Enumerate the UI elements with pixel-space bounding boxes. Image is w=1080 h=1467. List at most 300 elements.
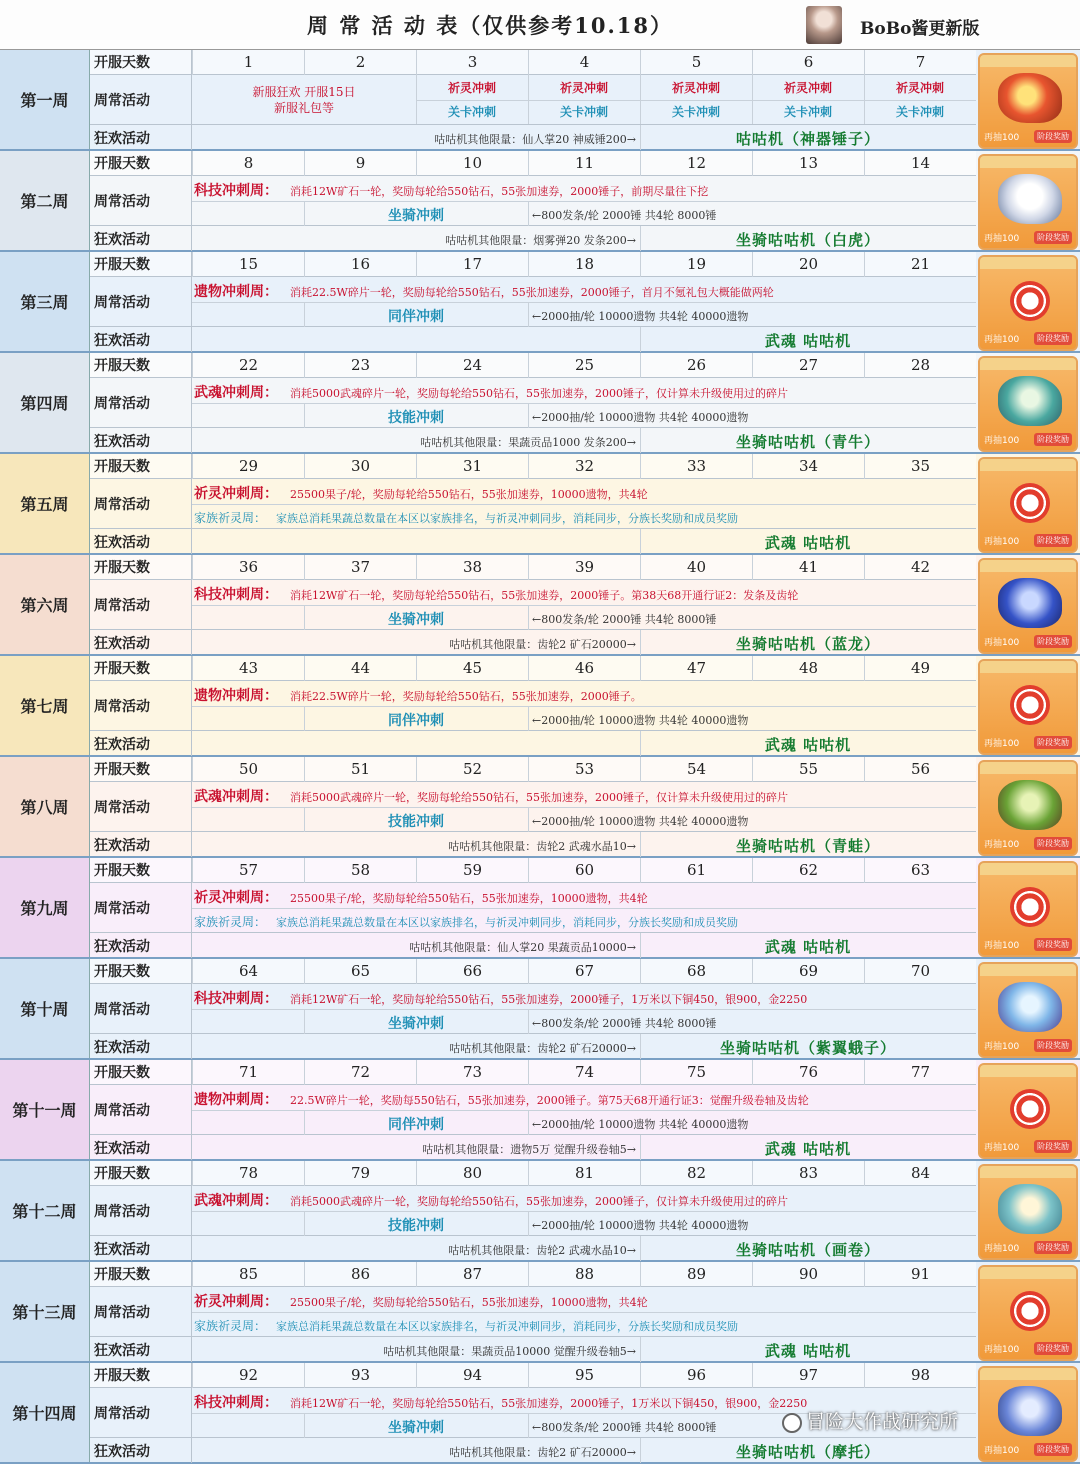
row-label-days: 开服天数 xyxy=(90,555,192,579)
row-label-carnival: 狂欢活动 xyxy=(90,226,192,251)
weekly-headline-desc: 25500果子/轮，奖励每轮给550钻石，55张加速券，10000遗物，共4轮 xyxy=(290,892,648,905)
row-label-weekly: 周常活动 xyxy=(90,782,192,831)
row-label-weekly: 周常活动 xyxy=(90,681,192,730)
weekly-activity-row xyxy=(90,782,976,832)
carnival-main: 坐骑咕咕机（青蛙） xyxy=(735,837,880,855)
day-number: 29 xyxy=(192,454,304,479)
card-header-strip xyxy=(980,257,1076,269)
week-block xyxy=(0,454,1080,555)
carnival-main: 坐骑咕咕机（紫翼蛾子） xyxy=(719,1039,896,1057)
card-header-strip xyxy=(980,1368,1076,1380)
reward-card xyxy=(978,457,1078,553)
day-number: 41 xyxy=(752,555,864,580)
day-number: 21 xyxy=(864,252,976,277)
card-badge: 再抽100 xyxy=(984,436,1020,446)
week-block xyxy=(0,656,1080,757)
carnival-row xyxy=(90,1236,976,1261)
week-label: 第七周 xyxy=(0,656,90,755)
carnival-note: 咕咕机其他限量：遗物5万 觉醒升级卷轴5→ xyxy=(422,1143,636,1156)
row-label-weekly: 周常活动 xyxy=(90,984,192,1033)
carnival-row xyxy=(90,529,976,554)
carnival-row xyxy=(90,1034,976,1059)
day-number: 45 xyxy=(416,656,528,681)
sub-sprint-label: 坐骑冲刺 xyxy=(388,1016,444,1032)
cell-divider xyxy=(192,807,976,808)
day-number: 64 xyxy=(192,959,304,984)
day-number: 12 xyxy=(640,151,752,176)
day-number: 79 xyxy=(304,1161,416,1186)
week-block xyxy=(0,353,1080,454)
reward-card xyxy=(978,1366,1078,1462)
week-label: 第十二周 xyxy=(0,1161,90,1260)
row-label-weekly: 周常活动 xyxy=(90,1186,192,1235)
week-block xyxy=(0,151,1080,252)
pray-sprint-label: 祈灵冲刺 xyxy=(559,81,608,95)
row-label-weekly: 周常活动 xyxy=(90,883,192,932)
weekly-headline: 武魂冲刺周： xyxy=(194,1193,278,1209)
carnival-note: 咕咕机其他限量：齿轮2 武魂水晶10→ xyxy=(448,1244,636,1257)
weekly-headline: 科技冲刺周： xyxy=(194,587,278,603)
days-row xyxy=(90,151,976,176)
carnival-row xyxy=(90,1337,976,1362)
day-number: 88 xyxy=(528,1262,640,1287)
day-number: 76 xyxy=(752,1060,864,1085)
day-number: 14 xyxy=(864,151,976,176)
card-bonus-tag: 阶段奖励 xyxy=(1034,130,1072,143)
day-number: 9 xyxy=(304,151,416,176)
mount-reward-icon xyxy=(998,1184,1062,1234)
sub-sprint-note: ←800发条/轮 2000锤 共4轮 8000锤 xyxy=(532,1017,717,1030)
day-number: 62 xyxy=(752,858,864,883)
week-label: 第十周 xyxy=(0,959,90,1058)
card-badge: 再抽100 xyxy=(984,739,1020,749)
day-number: 60 xyxy=(528,858,640,883)
weekly-activity-row xyxy=(90,277,976,327)
family-event-desc: 家族总消耗果蔬总数量在本区以家族排名，与祈灵冲刺同步，消耗同步，分族长奖励和成员奖励 xyxy=(276,916,738,929)
carnival-main: 武魂 咕咕机 xyxy=(764,534,852,552)
row-label-days: 开服天数 xyxy=(90,151,192,175)
sub-sprint-note: ←2000抽/轮 10000遗物 共4轮 40000遗物 xyxy=(532,310,749,323)
carnival-row xyxy=(90,428,976,453)
weekly-activity-row xyxy=(90,681,976,731)
day-number: 93 xyxy=(304,1363,416,1388)
day-number: 94 xyxy=(416,1363,528,1388)
column-divider xyxy=(528,302,529,327)
weekly-headline: 遗物冲刺周： xyxy=(194,284,278,300)
cell-divider xyxy=(192,201,976,202)
card-header-strip xyxy=(980,1065,1076,1077)
day-number: 6 xyxy=(752,50,864,75)
carnival-main: 坐骑咕咕机（摩托） xyxy=(735,1443,880,1461)
day-number: 66 xyxy=(416,959,528,984)
weekly-headline-desc: 25500果子/轮，奖励每轮给550钻石，55张加速券，10000遗物，共4轮 xyxy=(290,488,648,501)
card-badge: 再抽100 xyxy=(984,133,1020,143)
card-badge: 再抽100 xyxy=(984,638,1020,648)
day-number: 18 xyxy=(528,252,640,277)
column-divider xyxy=(528,807,529,832)
weekly-schedule-table xyxy=(0,50,1080,1467)
day-number: 13 xyxy=(752,151,864,176)
week-block xyxy=(0,959,1080,1060)
day-number: 71 xyxy=(192,1060,304,1085)
card-badge: 再抽100 xyxy=(984,1244,1020,1254)
carnival-note: 咕咕机其他限量：果蔬贡品10000 觉醒升级卷轴5→ xyxy=(383,1345,636,1358)
sub-sprint-label: 坐骑冲刺 xyxy=(388,612,444,628)
launch-event-line1: 新服狂欢 开服15日 xyxy=(252,85,356,99)
card-badge: 再抽100 xyxy=(984,941,1020,951)
column-divider xyxy=(528,403,529,428)
week-block xyxy=(0,1060,1080,1161)
carnival-note: 咕咕机其他限量：齿轮2 武魂水晶10→ xyxy=(448,840,636,853)
week-label: 第十三周 xyxy=(0,1262,90,1361)
weekly-headline: 遗物冲刺周： xyxy=(194,1092,278,1108)
weekly-headline: 武魂冲刺周： xyxy=(194,789,278,805)
weekly-activity-row xyxy=(90,75,976,125)
pray-sprint-label: 祈灵冲刺 xyxy=(895,81,944,95)
carnival-main: 武魂 咕咕机 xyxy=(764,1140,852,1158)
weekly-headline: 祈灵冲刺周： xyxy=(194,486,278,502)
reward-ring-icon xyxy=(1010,887,1050,927)
row-label-carnival: 狂欢活动 xyxy=(90,1236,192,1261)
row-label-days: 开服天数 xyxy=(90,353,192,377)
card-bonus-tag: 阶段奖励 xyxy=(1034,837,1072,850)
row-label-days: 开服天数 xyxy=(90,252,192,276)
family-event-label: 家族祈灵周： xyxy=(194,511,267,525)
sub-sprint-label: 同伴冲刺 xyxy=(388,713,444,729)
card-header-strip xyxy=(980,358,1076,370)
card-header-strip xyxy=(980,55,1076,67)
week-label: 第四周 xyxy=(0,353,90,452)
row-label-carnival: 狂欢活动 xyxy=(90,731,192,756)
day-number: 57 xyxy=(192,858,304,883)
family-event-desc: 家族总消耗果蔬总数量在本区以家族排名，与祈灵冲刺同步，消耗同步，分族长奖励和成员奖励 xyxy=(276,512,738,525)
day-number: 70 xyxy=(864,959,976,984)
card-bonus-tag: 阶段奖励 xyxy=(1034,1241,1072,1254)
launch-event-line2: 新服礼包等 xyxy=(273,101,334,115)
day-number: 77 xyxy=(864,1060,976,1085)
sub-sprint-note: ←2000抽/轮 10000遗物 共4轮 40000遗物 xyxy=(532,1219,749,1232)
sub-sprint-note: ←2000抽/轮 10000遗物 共4轮 40000遗物 xyxy=(532,411,749,424)
column-divider xyxy=(528,1110,529,1135)
mount-reward-icon xyxy=(998,780,1062,830)
weekly-headline-desc: 消耗5000武魂碎片一轮，奖励每轮给550钻石，55张加速券，2000锤子，仅计算未升级使用过的碎片 xyxy=(290,791,788,804)
day-number: 56 xyxy=(864,757,976,782)
day-number: 26 xyxy=(640,353,752,378)
day-number: 81 xyxy=(528,1161,640,1186)
week-label: 第十四周 xyxy=(0,1363,90,1462)
day-number: 44 xyxy=(304,656,416,681)
day-number: 48 xyxy=(752,656,864,681)
weekly-headline: 武魂冲刺周： xyxy=(194,385,278,401)
week-label: 第五周 xyxy=(0,454,90,553)
sub-sprint-note: ←800发条/轮 2000锤 共4轮 8000锤 xyxy=(532,1421,717,1434)
cell-divider xyxy=(416,100,976,101)
card-bonus-tag: 阶段奖励 xyxy=(1034,1443,1072,1456)
sub-sprint-note: ←2000抽/轮 10000遗物 共4轮 40000遗物 xyxy=(532,815,749,828)
day-number: 38 xyxy=(416,555,528,580)
row-label-days: 开服天数 xyxy=(90,1060,192,1084)
reward-card xyxy=(978,356,1078,452)
card-bonus-tag: 阶段奖励 xyxy=(1034,332,1072,345)
carnival-main: 咕咕机（神器锤子） xyxy=(735,130,880,148)
reward-ring-icon xyxy=(1010,281,1050,321)
pray-sprint-label: 祈灵冲刺 xyxy=(783,81,832,95)
reward-ring-icon xyxy=(1010,483,1050,523)
weekly-headline-desc: 消耗22.5W碎片一轮，奖励每轮给550钻石，55张加速券，2000锤子。 xyxy=(290,690,642,703)
day-number: 89 xyxy=(640,1262,752,1287)
days-row xyxy=(90,656,976,681)
cell-divider xyxy=(192,908,976,909)
card-header-strip xyxy=(980,156,1076,168)
reward-card xyxy=(978,760,1078,856)
mount-reward-icon xyxy=(998,73,1062,123)
row-label-carnival: 狂欢活动 xyxy=(90,933,192,958)
day-number: 32 xyxy=(528,454,640,479)
cell-divider xyxy=(192,1312,976,1313)
card-bonus-tag: 阶段奖励 xyxy=(1034,534,1072,547)
cell-divider xyxy=(192,1009,976,1010)
weekly-headline-desc: 消耗12W矿石一轮，奖励每轮给550钻石，55张加速券，2000锤子，前期尽量往下挖 xyxy=(290,185,709,198)
weekly-activity-row xyxy=(90,984,976,1034)
days-row xyxy=(90,1363,976,1388)
sub-sprint-label: 技能冲刺 xyxy=(388,814,444,830)
carnival-row xyxy=(90,1438,976,1463)
cell-divider xyxy=(192,1211,976,1212)
carnival-row xyxy=(90,731,976,756)
day-number: 1 xyxy=(192,50,304,75)
stage-sprint-label: 关卡冲刺 xyxy=(895,105,944,119)
day-number: 31 xyxy=(416,454,528,479)
stage-sprint-label: 关卡冲刺 xyxy=(671,105,720,119)
day-number: 91 xyxy=(864,1262,976,1287)
days-row xyxy=(90,50,976,75)
family-event-label: 家族祈灵周： xyxy=(194,915,267,929)
card-badge: 再抽100 xyxy=(984,335,1020,345)
sub-sprint-label: 同伴冲刺 xyxy=(388,309,444,325)
row-label-carnival: 狂欢活动 xyxy=(90,327,192,352)
day-number: 49 xyxy=(864,656,976,681)
day-number: 10 xyxy=(416,151,528,176)
week-label: 第二周 xyxy=(0,151,90,250)
carnival-note: 咕咕机其他限量：齿轮2 矿石20000→ xyxy=(449,1042,636,1055)
day-number: 69 xyxy=(752,959,864,984)
row-label-weekly: 周常活动 xyxy=(90,580,192,629)
card-bonus-tag: 阶段奖励 xyxy=(1034,736,1072,749)
day-number: 17 xyxy=(416,252,528,277)
day-number: 16 xyxy=(304,252,416,277)
card-bonus-tag: 阶段奖励 xyxy=(1034,433,1072,446)
week-block xyxy=(0,1161,1080,1262)
weekly-headline: 科技冲刺周： xyxy=(194,183,278,199)
carnival-row xyxy=(90,226,976,251)
carnival-note: 咕咕机其他限量：仙人掌20 神威锤200→ xyxy=(434,133,636,146)
day-number: 78 xyxy=(192,1161,304,1186)
mount-reward-icon xyxy=(998,174,1062,224)
row-label-carnival: 狂欢活动 xyxy=(90,1337,192,1362)
weekly-headline-desc: 22.5W碎片一轮，奖励每550钻石，55张加速券，2000锤子。第75天68开通行证3：觉醒升级卷轴及齿轮 xyxy=(290,1094,809,1107)
carnival-row xyxy=(90,832,976,857)
mount-reward-icon xyxy=(998,1386,1062,1436)
sub-sprint-label: 坐骑冲刺 xyxy=(388,208,444,224)
row-label-days: 开服天数 xyxy=(90,1161,192,1185)
day-number: 90 xyxy=(752,1262,864,1287)
reward-ring-icon xyxy=(1010,1291,1050,1331)
card-header-strip xyxy=(980,661,1076,673)
days-row xyxy=(90,353,976,378)
weekly-headline: 科技冲刺周： xyxy=(194,1395,278,1411)
reward-card xyxy=(978,1063,1078,1159)
day-number: 74 xyxy=(528,1060,640,1085)
sub-sprint-label: 同伴冲刺 xyxy=(388,1117,444,1133)
day-number: 33 xyxy=(640,454,752,479)
reward-card xyxy=(978,659,1078,755)
weekly-headline: 科技冲刺周： xyxy=(194,991,278,1007)
day-number: 72 xyxy=(304,1060,416,1085)
row-label-carnival: 狂欢活动 xyxy=(90,125,192,150)
day-number: 63 xyxy=(864,858,976,883)
day-number: 86 xyxy=(304,1262,416,1287)
day-number: 23 xyxy=(304,353,416,378)
weekly-activity-row xyxy=(90,479,976,529)
day-number: 30 xyxy=(304,454,416,479)
row-label-carnival: 狂欢活动 xyxy=(90,1034,192,1059)
card-badge: 再抽100 xyxy=(984,840,1020,850)
card-badge: 再抽100 xyxy=(984,1345,1020,1355)
carnival-main: 坐骑咕咕机（青牛） xyxy=(735,433,880,451)
page-header xyxy=(0,0,1080,50)
day-number: 80 xyxy=(416,1161,528,1186)
day-number: 5 xyxy=(640,50,752,75)
row-label-carnival: 狂欢活动 xyxy=(90,630,192,655)
cell-divider xyxy=(192,302,976,303)
day-number: 67 xyxy=(528,959,640,984)
watermark xyxy=(782,1407,958,1434)
week-block xyxy=(0,858,1080,959)
day-number: 73 xyxy=(416,1060,528,1085)
column-divider xyxy=(528,1009,529,1034)
row-label-weekly: 周常活动 xyxy=(90,75,192,124)
row-label-weekly: 周常活动 xyxy=(90,1287,192,1336)
carnival-note: 咕咕机其他限量：烟雾弹20 发条200→ xyxy=(445,234,636,247)
weekly-headline: 祈灵冲刺周： xyxy=(194,1294,278,1310)
card-header-strip xyxy=(980,863,1076,875)
mount-reward-icon xyxy=(998,376,1062,426)
day-number: 97 xyxy=(752,1363,864,1388)
day-number: 95 xyxy=(528,1363,640,1388)
day-number: 75 xyxy=(640,1060,752,1085)
day-number: 82 xyxy=(640,1161,752,1186)
weekly-activity-row xyxy=(90,1186,976,1236)
carnival-row xyxy=(90,630,976,655)
card-header-strip xyxy=(980,964,1076,976)
carnival-main: 武魂 咕咕机 xyxy=(764,332,852,350)
weekly-headline-desc: 消耗5000武魂碎片一轮，奖励每轮给550钻石，55张加速券，2000锤子，仅计算未升级使用过的碎片 xyxy=(290,1195,788,1208)
days-row xyxy=(90,757,976,782)
week-block xyxy=(0,555,1080,656)
day-number: 8 xyxy=(192,151,304,176)
day-number: 65 xyxy=(304,959,416,984)
stage-sprint-label: 关卡冲刺 xyxy=(783,105,832,119)
day-number: 7 xyxy=(864,50,976,75)
days-row xyxy=(90,959,976,984)
day-number: 59 xyxy=(416,858,528,883)
column-divider xyxy=(528,706,529,731)
day-number: 52 xyxy=(416,757,528,782)
carnival-main: 坐骑咕咕机（白虎） xyxy=(735,231,880,249)
weekly-activity-row xyxy=(90,378,976,428)
weekly-headline-desc: 消耗12W矿石一轮，奖励每轮给550钻石，55张加速券，2000锤子。第38天68开通行证2：发条及齿轮 xyxy=(290,589,799,602)
weekly-headline-desc: 消耗22.5W碎片一轮，奖励每轮给550钻石，55张加速券，2000锤子，首月不氪礼包大概能做两轮 xyxy=(290,286,774,299)
card-header-strip xyxy=(980,459,1076,471)
week-block xyxy=(0,1262,1080,1363)
day-number: 83 xyxy=(752,1161,864,1186)
day-number: 25 xyxy=(528,353,640,378)
week-block xyxy=(0,757,1080,858)
reward-card xyxy=(978,1164,1078,1260)
card-bonus-tag: 阶段奖励 xyxy=(1034,635,1072,648)
day-number: 96 xyxy=(640,1363,752,1388)
row-label-weekly: 周常活动 xyxy=(90,1085,192,1134)
reward-card xyxy=(978,1265,1078,1361)
row-label-days: 开服天数 xyxy=(90,1262,192,1286)
column-divider xyxy=(528,605,529,630)
row-label-weekly: 周常活动 xyxy=(90,378,192,427)
sub-sprint-note: ←2000抽/轮 10000遗物 共4轮 40000遗物 xyxy=(532,1118,749,1131)
card-header-strip xyxy=(980,762,1076,774)
card-bonus-tag: 阶段奖励 xyxy=(1034,1140,1072,1153)
week-label: 第九周 xyxy=(0,858,90,957)
cell-divider xyxy=(192,504,976,505)
card-badge: 再抽100 xyxy=(984,234,1020,244)
wechat-icon xyxy=(782,1413,802,1433)
weekly-activity-row xyxy=(90,176,976,226)
card-header-strip xyxy=(980,560,1076,572)
mount-reward-icon xyxy=(998,578,1062,628)
sub-sprint-label: 技能冲刺 xyxy=(388,1218,444,1234)
carnival-note: 咕咕机其他限量：仙人掌20 果蔬贡品10000→ xyxy=(409,941,636,954)
weekly-activity-row xyxy=(90,1085,976,1135)
cell-divider xyxy=(192,403,976,404)
cell-divider xyxy=(192,605,976,606)
day-number: 68 xyxy=(640,959,752,984)
day-number: 58 xyxy=(304,858,416,883)
stage-sprint-label: 关卡冲刺 xyxy=(559,105,608,119)
reward-ring-icon xyxy=(1010,1089,1050,1129)
family-event-desc: 家族总消耗果蔬总数量在本区以家族排名，与祈灵冲刺同步，消耗同步，分族长奖励和成员奖励 xyxy=(276,1320,738,1333)
family-event-label: 家族祈灵周： xyxy=(194,1319,267,1333)
card-bonus-tag: 阶段奖励 xyxy=(1034,1342,1072,1355)
carnival-main: 武魂 咕咕机 xyxy=(764,736,852,754)
row-label-carnival: 狂欢活动 xyxy=(90,529,192,554)
row-label-carnival: 狂欢活动 xyxy=(90,1135,192,1160)
weekly-headline-desc: 消耗5000武魂碎片一轮，奖励每轮给550钻石，55张加速券，2000锤子，仅计算未升级使用过的碎片 xyxy=(290,387,788,400)
row-label-days: 开服天数 xyxy=(90,1363,192,1387)
row-label-days: 开服天数 xyxy=(90,454,192,478)
page-title: 周 常 活 动 表（仅供参考10.18） xyxy=(306,13,673,38)
weekly-activity-row xyxy=(90,580,976,630)
day-number: 35 xyxy=(864,454,976,479)
day-number: 37 xyxy=(304,555,416,580)
card-badge: 再抽100 xyxy=(984,537,1020,547)
row-label-days: 开服天数 xyxy=(90,858,192,882)
week-label: 第三周 xyxy=(0,252,90,351)
day-number: 20 xyxy=(752,252,864,277)
card-bonus-tag: 阶段奖励 xyxy=(1034,231,1072,244)
day-number: 53 xyxy=(528,757,640,782)
day-number: 19 xyxy=(640,252,752,277)
days-row xyxy=(90,1262,976,1287)
weekly-activity-row xyxy=(90,1287,976,1337)
